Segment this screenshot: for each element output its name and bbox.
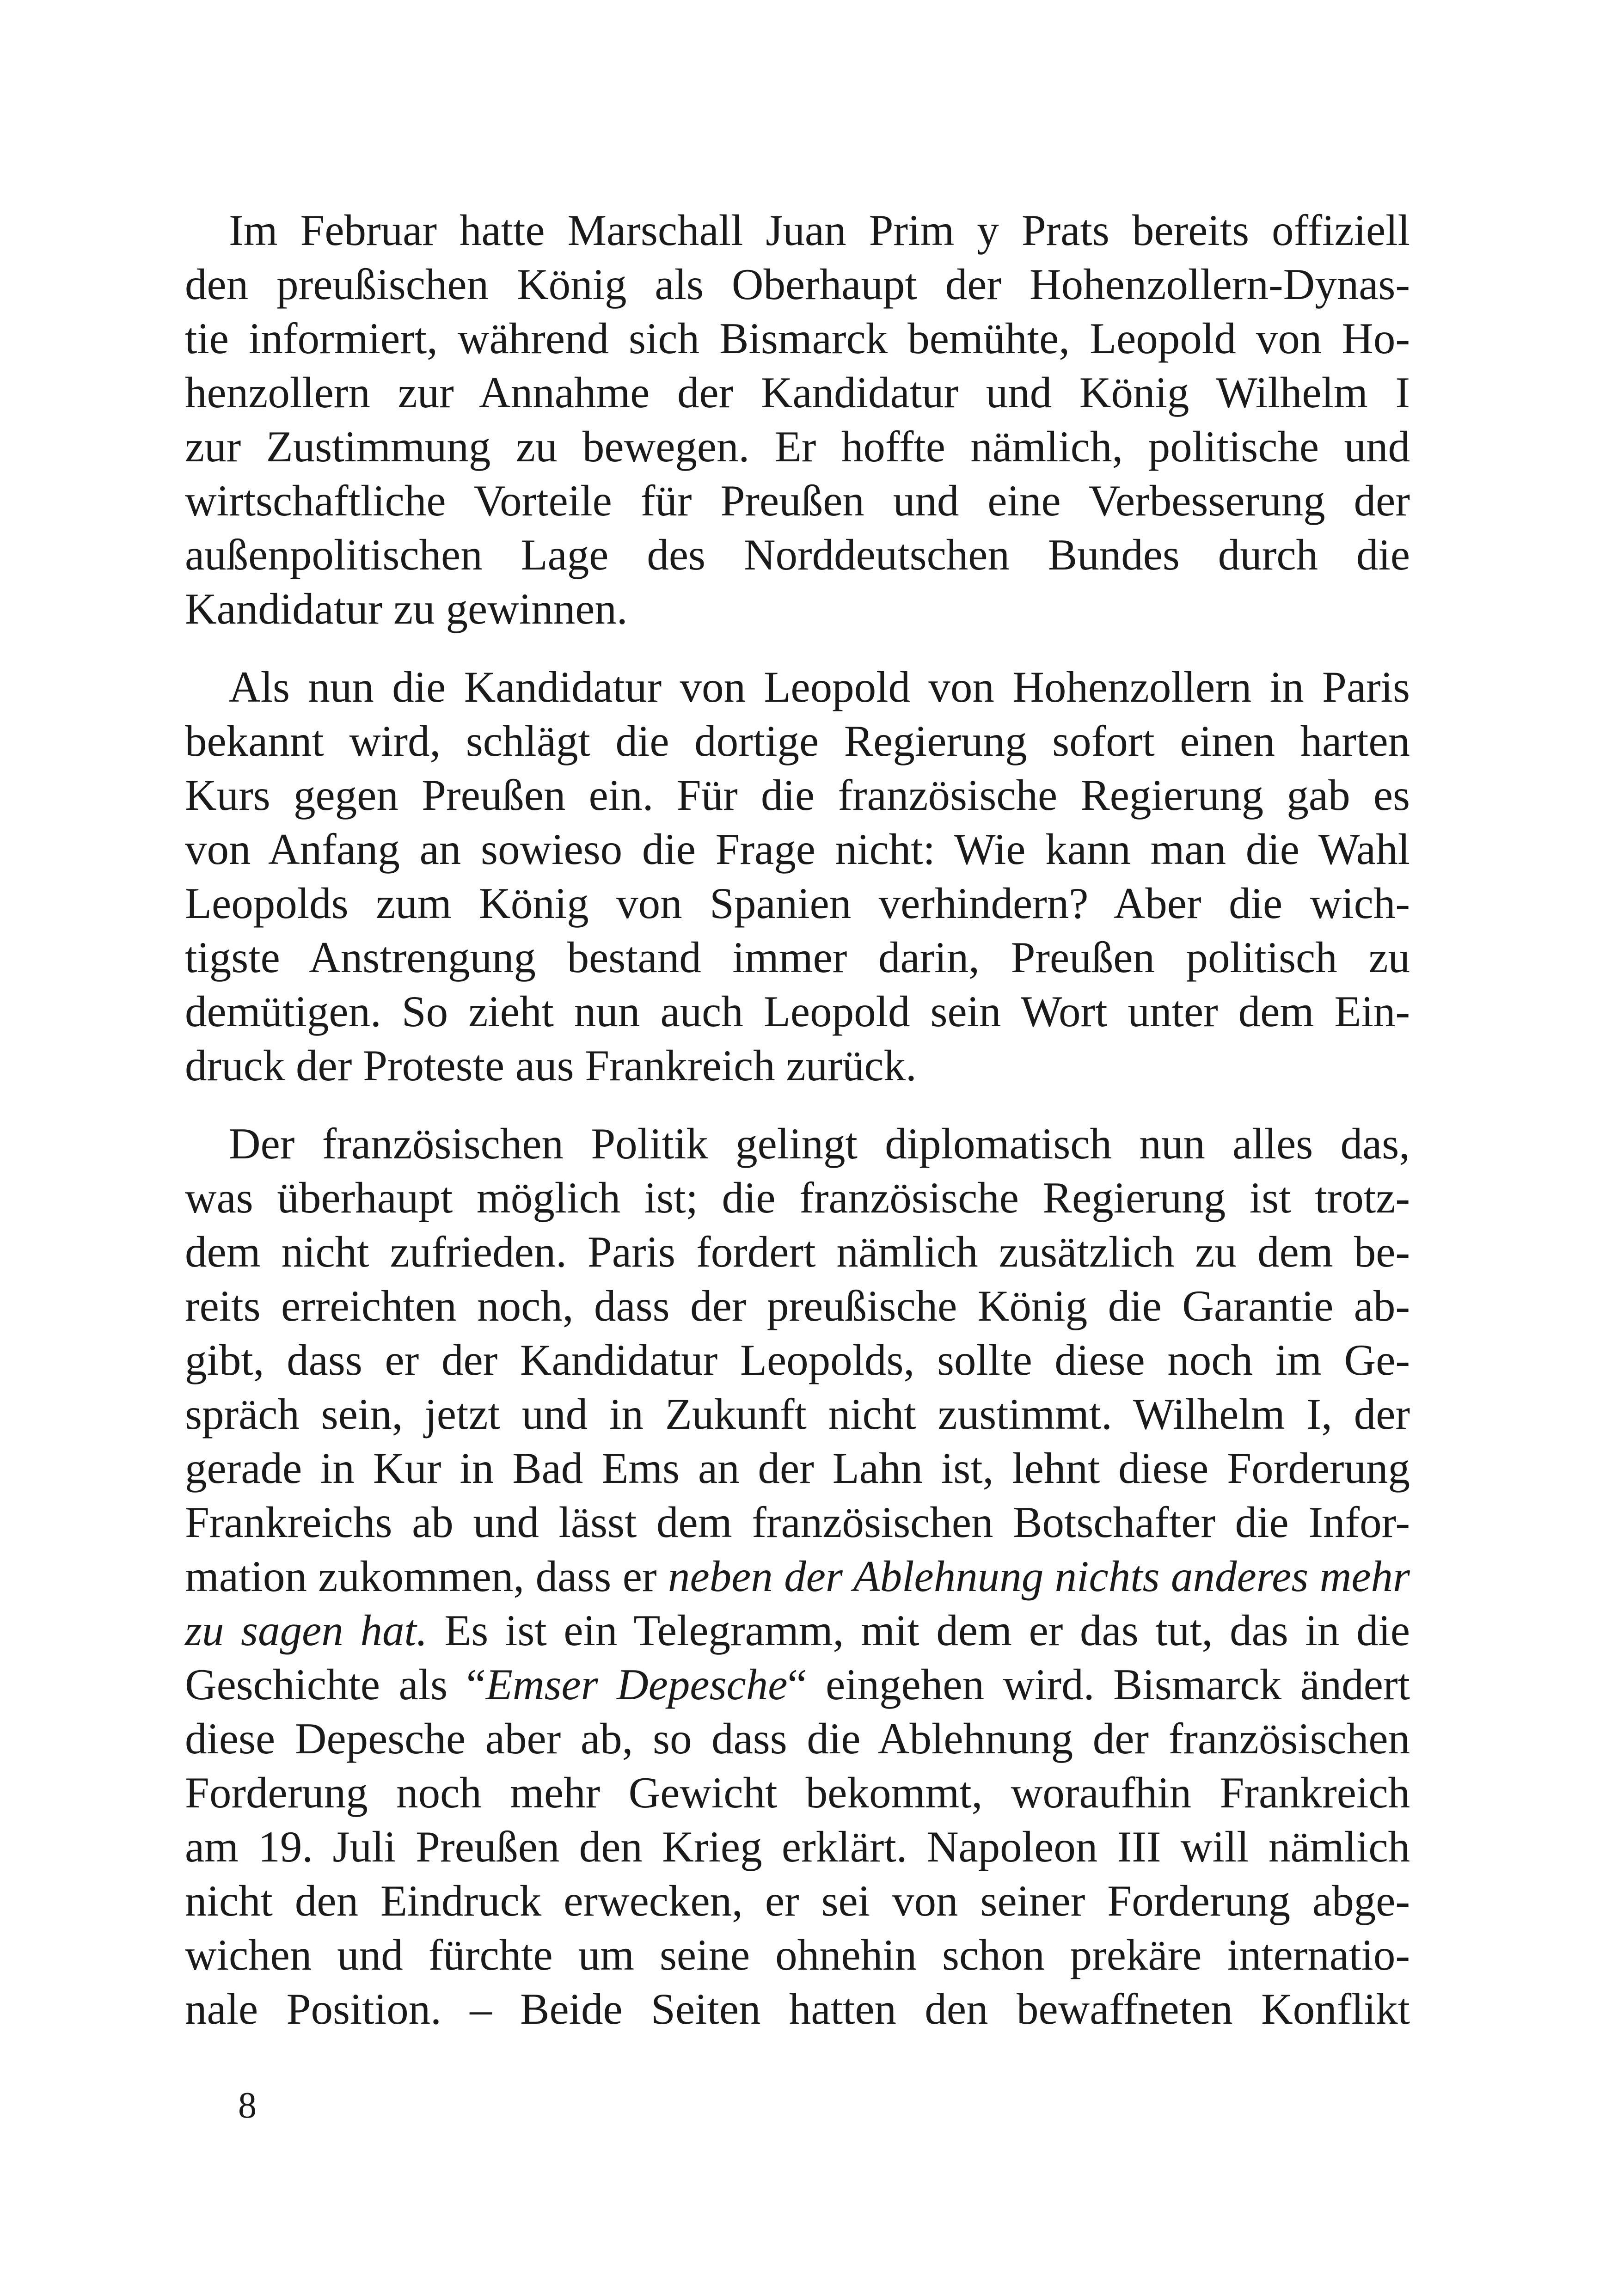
text-line: zur Zustimmung zu bewegen. Er hoffte nämlich, politische und bbox=[185, 422, 1410, 471]
body-text bbox=[185, 203, 1410, 2036]
text-line: nale Position. – Beide Seiten hatten den bewaffneten Konflikt bbox=[185, 1984, 1410, 2033]
text-line: wichen und fürchte um seine ohnehin schon prekäre internatio- bbox=[185, 1930, 1410, 1979]
text-run: mation zukommen, dass er bbox=[185, 1552, 668, 1601]
text-line: außenpolitischen Lage des Norddeutschen Bundes durch die bbox=[185, 530, 1410, 579]
text-line: am 19. Juli Preußen den Krieg erklärt. Napoleon III will nämlich bbox=[185, 1822, 1410, 1871]
text-line: wirtschaftliche Vorteile für Preußen und eine Verbesserung der bbox=[185, 476, 1410, 525]
text-run: Es ist ein Telegramm, mit dem er das tut, das in die bbox=[427, 1606, 1410, 1655]
text-line: Leopolds zum König von Spanien verhindern? Aber die wich- bbox=[185, 879, 1410, 928]
text-line: reits erreichten noch, dass der preußische König die Garantie ab- bbox=[185, 1281, 1410, 1330]
text-line: Im Februar hatte Marschall Juan Prim y Prats bereits offiziell bbox=[229, 206, 1410, 255]
text-line: den preußischen König als Oberhaupt der Hohenzollern-Dynas- bbox=[185, 260, 1410, 309]
text-line: henzollern zur Annahme der Kandidatur und König Wilhelm I bbox=[185, 368, 1410, 417]
text-line: Kandidatur zu gewinnen. bbox=[185, 584, 628, 633]
text-line: was überhaupt möglich ist; die französische Regierung ist trotz- bbox=[185, 1173, 1410, 1222]
text-line: gibt, dass er der Kandidatur Leopolds, sollte diese noch im Ge- bbox=[185, 1335, 1410, 1384]
italic-quote: neben der Ablehnung nichts anderes mehr bbox=[668, 1552, 1410, 1601]
text-line: Als nun die Kandidatur von Leopold von Hohenzollern in Paris bbox=[229, 662, 1410, 711]
text-line bbox=[185, 1658, 1410, 1712]
text-line: Forderung noch mehr Gewicht bekommt, woraufhin Frankreich bbox=[185, 1768, 1410, 1817]
italic-quote: zu sagen hat. bbox=[185, 1606, 428, 1655]
text-line: bekannt wird, schlägt die dortige Regierung sofort einen harten bbox=[185, 716, 1410, 765]
italic-title: Emser Depesche bbox=[485, 1660, 788, 1709]
paragraph-1 bbox=[185, 203, 1410, 636]
text-line: tigste Anstrengung bestand immer darin, Preußen politisch zu bbox=[185, 933, 1410, 982]
text-line: demütigen. So zieht nun auch Leopold sein Wort unter dem Ein- bbox=[185, 987, 1410, 1036]
text-run: “ eingehen wird. Bismarck ändert bbox=[787, 1660, 1410, 1709]
page-number: 8 bbox=[238, 2085, 257, 2126]
paragraph-3 bbox=[185, 1117, 1410, 2036]
text-run: Geschichte als “ bbox=[185, 1660, 486, 1709]
paragraph-2 bbox=[185, 660, 1410, 1093]
text-line: spräch sein, jetzt und in Zukunft nicht zustimmt. Wilhelm I, der bbox=[185, 1390, 1410, 1439]
text-line: gerade in Kur in Bad Ems an der Lahn ist, lehnt diese Forderung bbox=[185, 1444, 1410, 1493]
text-line: dem nicht zufrieden. Paris fordert nämlich zusätzlich zu dem be- bbox=[185, 1227, 1410, 1276]
text-line: von Anfang an sowieso die Frage nicht: Wie kann man die Wahl bbox=[185, 825, 1410, 874]
text-line: druck der Proteste aus Frankreich zurück. bbox=[185, 1041, 917, 1090]
text-line: tie informiert, während sich Bismarck bemühte, Leopold von Ho- bbox=[185, 314, 1410, 363]
text-line: Kurs gegen Preußen ein. Für die französische Regierung gab es bbox=[185, 771, 1410, 820]
text-line: diese Depesche aber ab, so dass die Ablehnung der französischen bbox=[185, 1714, 1410, 1763]
text-line bbox=[185, 1549, 1410, 1604]
text-line: nicht den Eindruck erwecken, er sei von seiner Forderung abge- bbox=[185, 1876, 1410, 1925]
text-line bbox=[185, 1604, 1410, 1658]
text-line: Frankreichs ab und lässt dem französischen Botschafter die Infor- bbox=[185, 1498, 1410, 1547]
text-line: Der französischen Politik gelingt diplomatisch nun alles das, bbox=[229, 1119, 1410, 1168]
